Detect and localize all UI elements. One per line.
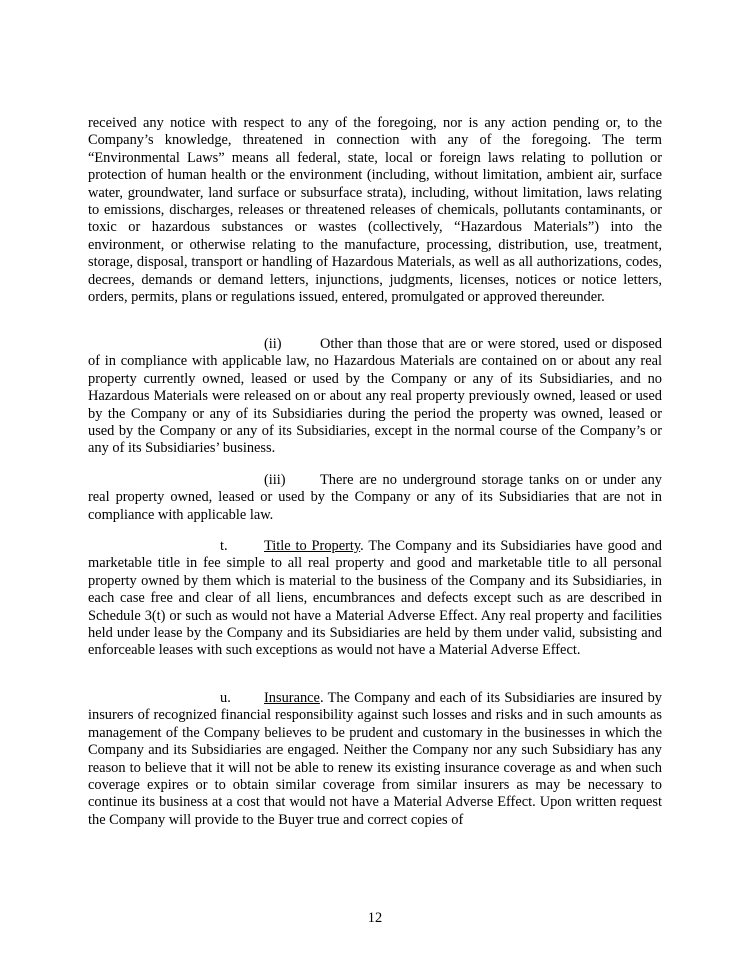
paragraph-text: received any notice with respect to any of the foregoing, nor is any action pending or, to the Company’s knowledge, threatened in connection with any of the foregoing. The term “Environmental Laws” means all federal, state, local or foreign laws relating to pollution or protection of human health or the environment (including, without limitation, ambient air, surface water, groundwater, land surface or subsurface strata), including, without limitation, laws relating to emissions, discharges, releases or threatened releases of chemicals, pollutants contaminants, or toxic or hazardous substances or wastes (collectively, “Hazardous Materials”) into the environment, or otherwise relating to the manufacture, processing, distribution, use, treatment, storage, disposal, transport or handling of Hazardous Materials, as well as all authorizations, codes, decrees, demands or demand letters, injunctions, judgments, licenses, notices or notice letters, orders, permits, plans or regulations issued, entered, promulgated or approved thereunder.	[88, 115, 662, 306]
section-u-insurance	[88, 690, 662, 829]
section-heading: Insurance	[264, 690, 320, 706]
clause-number: (iii)	[264, 472, 286, 488]
page-number: 12	[367, 910, 383, 926]
section-heading: Title to Property	[264, 538, 361, 554]
paragraph-environmental-laws	[88, 115, 662, 306]
paragraph-text: Other than those that are or were stored, used or disposed of in compliance with applicable law, no Hazardous Materials are contained on or about any real property currently owned, leased or used by the Company or any of its Subsidiaries, and no Hazardous Materials were released on or about any real property previously owned, leased or used by the Company or any of its Subsidiaries during the period the property was owned, leased or used by the Company or any of its Subsidiaries, except in the normal course of the Company’s or any of its Subsidiaries’ business.	[88, 336, 662, 457]
section-number: u.	[220, 690, 231, 706]
clause-number: (ii)	[264, 336, 282, 352]
paragraph-ii-hazardous-materials	[88, 336, 662, 458]
section-number: t.	[220, 538, 228, 554]
paragraph-text: There are no underground storage tanks on or under any real property owned, leased or used by the Company or any of its Subsidiaries that are not in compliance with applicable law.	[88, 472, 662, 523]
paragraph-iii-storage-tanks	[88, 472, 662, 524]
section-t-title-to-property	[88, 538, 662, 660]
paragraph-text: . The Company and each of its Subsidiaries are insured by insurers of recognized financial responsibility against such losses and risks and in such amounts as management of the Company believes to be prudent and customary in the businesses in which the Company and its Subsidiaries are engaged. Neither the Company nor any such Subsidiary has any reason to believe that it will not be able to renew its existing insurance coverage as and when such coverage expires or to obtain similar coverage from similar insurers as may be necessary to continue its business at a cost that would not have a Material Adverse Effect. Upon written request the Company will provide to the Buyer true and correct copies of	[88, 690, 662, 828]
paragraph-text: . The Company and its Subsidiaries have good and marketable title in fee simple to all real property and good and marketable title to all personal property owned by them which is material to the business of the Company and its Subsidiaries, in each case free and clear of all liens, encumbrances and defects except such as are described in Schedule 3(t) or such as would not have a Material Adverse Effect. Any real property and facilities held under lease by the Company and its Subsidiaries are held by them under valid, subsisting and enforceable leases with such exceptions as would not have a Material Adverse Effect.	[88, 538, 662, 659]
